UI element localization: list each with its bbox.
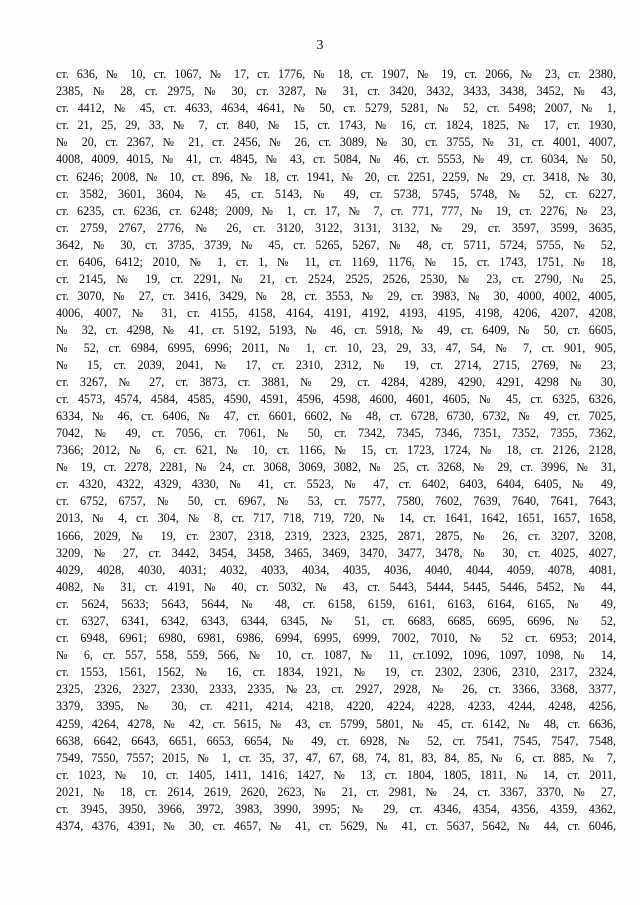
text-line: ст. 6752, 6757, № 50, ст. 6967, № 53, ст. 7577, 7580, 7602, 7639, 7640, 7641, 7643, (56, 494, 616, 509)
text-line: 3379, 3395, № 30, ст. 4211, 4214, 4218, 4220, 4224, 4228, 4233, 4244, 4248, 4256, (56, 699, 616, 714)
text-line: ст. 6327, 6341, 6342, 6343, 6344, 6345, № 51, ст. 6683, 6685, 6695, 6696, № 52, (56, 614, 616, 628)
text-line: 4006, 4007, № 31, ст. 4155, 4158, 4164, 4191, 4192, 4193, 4195, 4198, 4206, 4207, 4208, (56, 306, 616, 321)
text-line: 4008, 4009, 4015, № 41, ст. 4845, № 43, ст. 5084, № 46, ст. 5553, № 49, ст. 6034, № 50, (56, 152, 616, 167)
text-line: 6638, 6642, 6643, 6651, 6653, 6654, № 49, ст. 6928, № 52, ст. 7541, 7545, 7547, 7548, (56, 733, 616, 748)
text-line: 7366; 2012, № 6, ст. 621, № 10, ст. 1166, № 15, ст. 1723, 1724, № 18, ст. 2126, 2128, (56, 443, 616, 458)
document-text-body (56, 66, 616, 835)
text-line: № 20, ст. 2367, № 21, ст. 2456, № 26, ст. 3089, № 30, ст. 3755, № 31, ст. 4001, 4007, (56, 135, 616, 150)
text-line: ст. 6948, 6961; 6980, 6981, 6986, 6994, 6995, 6999, 7002, 7010, № 52 ст. 6953; 2014, (56, 631, 616, 646)
text-line: ст. 2759, 2767, 2776, № 26, ст. 3120, 3122, 3131, 3132, № 29, ст. 3597, 3599, 3635, (56, 220, 616, 235)
text-line: 4082, № 31, ст. 4191, № 40, ст. 5032, № 43, ст. 5443, 5444, 5445, 5446, 5452, № 44, (56, 579, 616, 594)
text-line: № 15, ст. 2039, 2041, № 17, ст. 2310, 2312, № 19, ст. 2714, 2715, 2769, № 23, (56, 357, 616, 372)
text-line: 3209, № 27, ст. 3442, 3454, 3458, 3465, 3469, 3470, 3477, 3478, № 30, ст. 4025, 4027, (56, 545, 616, 560)
text-line: ст. 4320, 4322, 4329, 4330, № 41, ст. 5523, № 47, ст. 6402, 6403, 6404, 6405, № 49, (56, 477, 616, 492)
text-line: ст. 4412, № 45, ст. 4633, 4634, 4641, № 50, ст. 5279, 5281, № 52, ст. 5498; 2007, № 1, (56, 101, 616, 116)
text-line: 7549, 7550, 7557; 2015, № 1, ст. 35, 37, 47, 67, 68, 74, 81, 83, 84, 85, № 6, ст. 885, № 7, (56, 750, 616, 765)
text-line: ст. 3945, 3950, 3966, 3972, 3983, 3990, 3995; № 29, ст. 4346, 4354, 4356, 4359, 4362, (56, 802, 616, 817)
page-number: 3 (316, 38, 324, 53)
text-line: ст. 21, 25, 29, 33, № 7, ст. 840, № 15, ст. 1743, № 16, ст. 1824, 1825, № 17, ст. 1930, (56, 118, 616, 133)
text-line: № 6, ст. 557, 558, 559, 566, № 10, ст. 1087, № 11, ст.1092, 1096, 1097, 1098, № 14, (56, 648, 616, 663)
text-line: № 52, ст. 6984, 6995, 6996; 2011, № 1, ст. 10, 23, 29, 33, 47, 54, № 7, ст. 901, 905, (56, 340, 616, 355)
text-line: ст. 3582, 3601, 3604, № 45, ст. 5143, № 49, ст. 5738, 5745, 5748, № 52, ст. 6227, (56, 186, 616, 201)
text-line: 4029, 4028, 4030, 4031; 4032, 4033, 4034, 4035, 4036, 4040, 4044, 4059, 4078, 4081, (56, 562, 616, 577)
text-line: 6334, № 46, ст. 6406, № 47, ст. 6601, 6602, № 48, ст. 6728, 6730, 6732, № 49, ст. 7025, (56, 408, 616, 423)
text-line: ст. 1553, 1561, 1562, № 16, ст. 1834, 1921, № 19, ст. 2302, 2306, 2310, 2317, 2324, (56, 665, 616, 680)
text-line: 2021, № 18, ст. 2614, 2619, 2620, 2623, № 21, ст. 2981, № 24, ст. 3367, 3370, № 27, (56, 784, 616, 799)
text-line: ст. 6246; 2008, № 10, ст. 896, № 18, ст. 1941, № 20, ст. 2251, 2259, № 29, ст. 3418, № 30, (56, 169, 616, 184)
text-line: ст. 1023, № 10, ст. 1405, 1411, 1416, 1427, № 13, ст. 1804, 1805, 1811, № 14, ст. 2011, (56, 767, 616, 782)
text-line: 2013, № 4, ст. 304, № 8, ст. 717, 718, 719, 720, № 14, ст. 1641, 1642, 1651, 1657, 1658, (56, 511, 616, 526)
text-line: 3642, № 30, ст. 3735, 3739, № 45, ст. 5265, 5267, № 48, ст. 5711, 5724, 5755, № 52, (56, 237, 616, 252)
text-line: ст. 6235, ст. 6236, ст. 6248; 2009, № 1, ст. 17, № 7, ст. 771, 777, № 19, ст. 2276, № 23, (56, 203, 616, 218)
text-line: ст. 3267, № 27, ст. 3873, ст. 3881, № 29, ст. 4284, 4289, 4290, 4291, 4298 № 30, (56, 374, 616, 389)
text-line: 4374, 4376, 4391, № 30, ст. 4657, № 41, ст. 5629, № 41, ст. 5637, 5642, № 44, ст. 6046, (56, 819, 616, 834)
text-line: ст. 4573, 4574, 4584, 4585, 4590, 4591, 4596, 4598, 4600, 4601, 4605, № 45, ст. 6325, 6326, (56, 391, 616, 406)
text-line: 7042, № 49, ст. 7056, ст. 7061, № 50, ст. 7342, 7345, 7346, 7351, 7352, 7355, 7362, (56, 425, 616, 440)
text-line: ст. 3070, № 27, ст. 3416, 3429, № 28, ст. 3553, № 29, ст. 3983, № 30, 4000, 4002, 4005, (56, 289, 616, 304)
text-line: ст. 2145, № 19, ст. 2291, № 21, ст. 2524, 2525, 2526, 2530, № 23, ст. 2790, № 25, (56, 272, 616, 287)
text-line: 1666, 2029, № 19, ст. 2307, 2318, 2319, 2323, 2325, 2871, 2875, № 26, ст. 3207, 3208, (56, 528, 616, 543)
text-line: № 19, ст. 2278, 2281, № 24, ст. 3068, 3069, 3082, № 25, ст. 3268, № 29, ст. 3996, № 31, (56, 460, 616, 475)
text-line: ст. 6406, 6412; 2010, № 1, ст. 1, № 11, ст. 1169, 1176, № 15, ст. 1743, 1751, № 18, (56, 255, 616, 270)
text-line: № 32, ст. 4298, № 41, ст. 5192, 5193, № 46, ст. 5918, № 49, ст. 6409, № 50, ст. 6605, (56, 323, 616, 338)
text-line: ст. 5624, 5633; 5643, 5644, № 48, ст. 6158, 6159, 6161, 6163, 6164, 6165, № 49, (56, 596, 616, 611)
text-line: ст. 636, № 10, ст. 1067, № 17, ст. 1776, № 18, ст. 1907, № 19, ст. 2066, № 23, ст. 2380, (56, 67, 616, 81)
text-line: 2385, № 28, ст. 2975, № 30, ст. 3287, № 31, ст. 3420, 3432, 3433, 3438, 3452, № 43, (56, 84, 616, 99)
text-line: 4259, 4264, 4278, № 42, ст. 5615, № 43, ст. 5799, 5801, № 45, ст. 6142, № 48, ст. 6636, (56, 716, 616, 731)
text-line: 2325, 2326, 2327, 2330, 2333, 2335, №23, ст. 2927, 2928, № 26, ст. 3366, 3368, 3377, (56, 682, 616, 697)
